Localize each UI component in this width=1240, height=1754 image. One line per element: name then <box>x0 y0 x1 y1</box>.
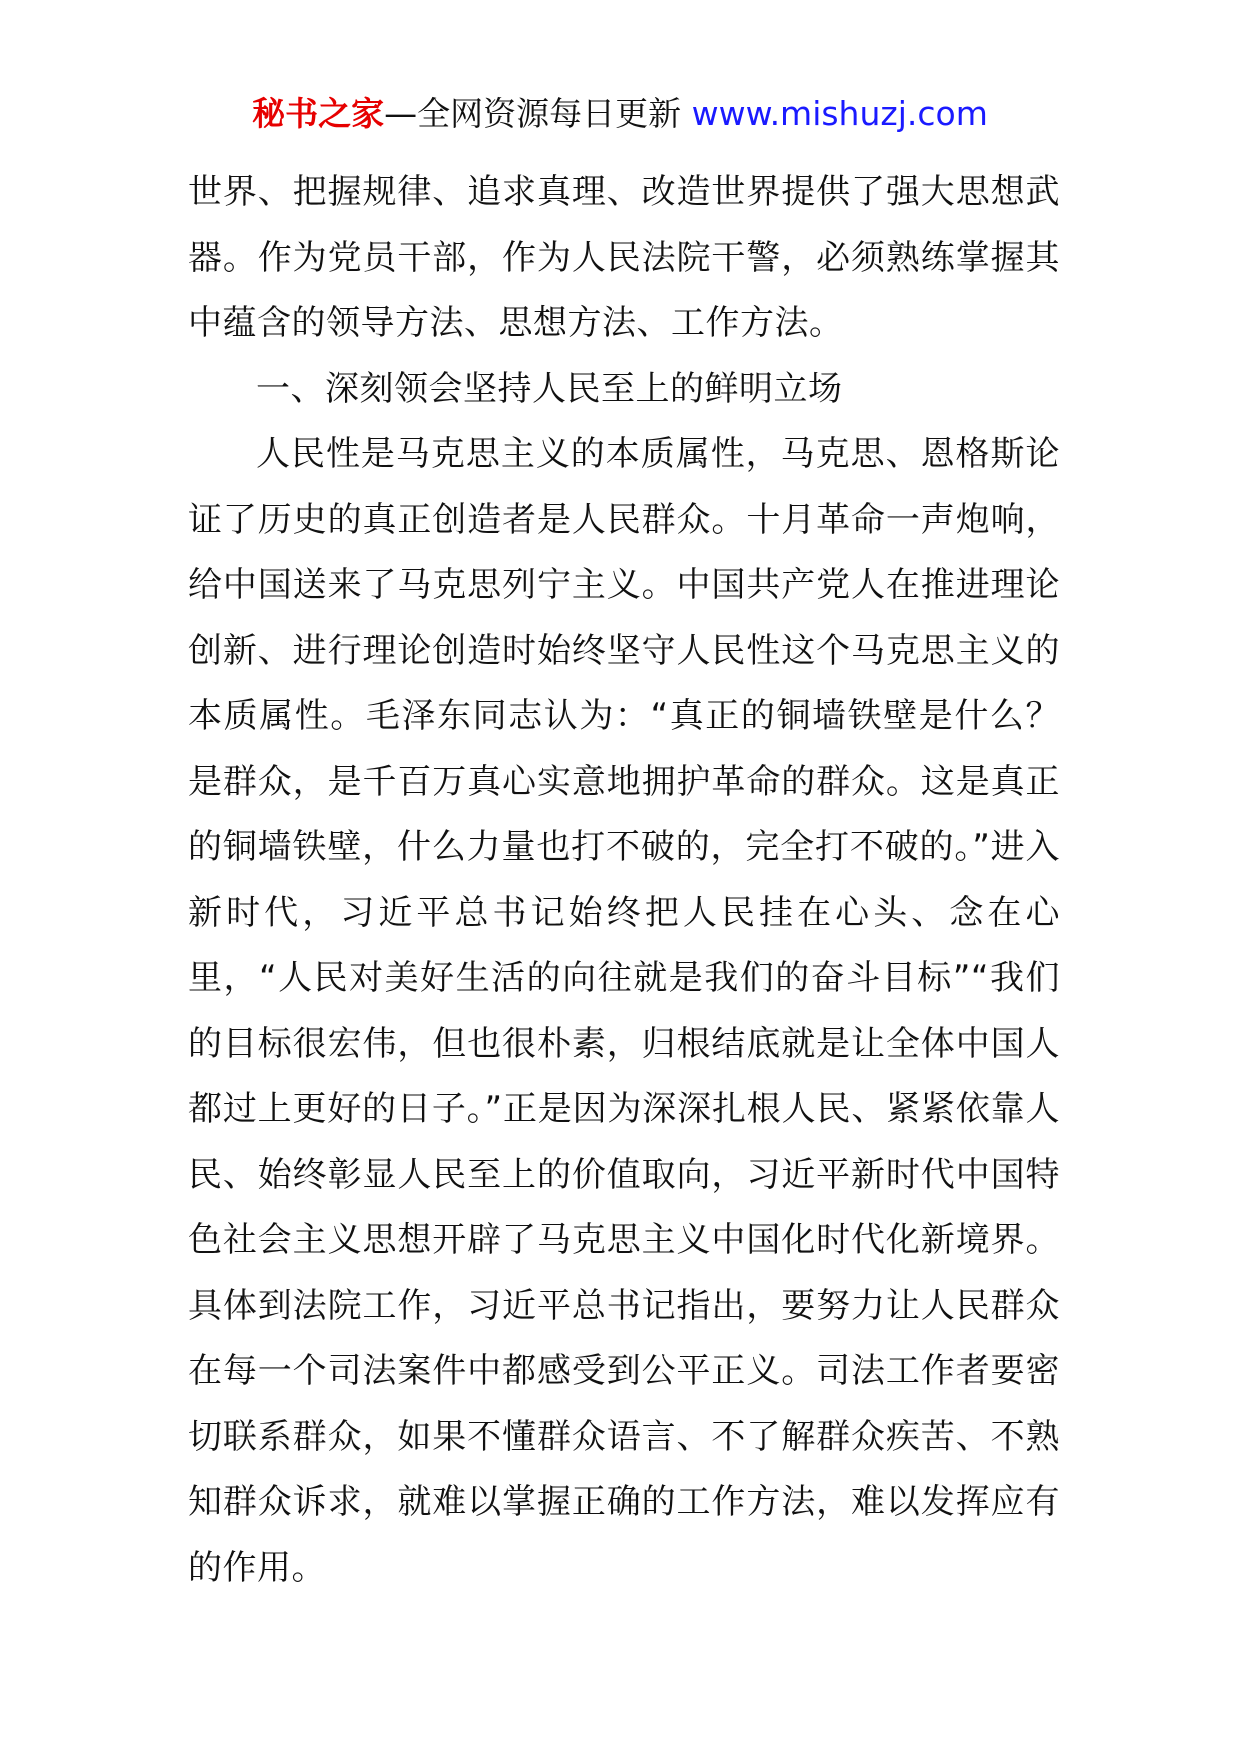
site-header <box>0 92 1240 136</box>
brand-name: 秘书之家 <box>252 94 385 133</box>
header-slogan: —全网资源每日更新 <box>384 94 692 133</box>
paragraph-continuation: 世界、把握规律、追求真理、改造世界提供了强大思想武器。作为党员干部，作为人民法院干警，必须熟练掌握其中蕴含的领导方法、思想方法、工作方法。 <box>188 172 1060 343</box>
paragraph-body: 人民性是马克思主义的本质属性，马克思、恩格斯论证了历史的真正创造者是人民群众。十月革命一声炮响，给中国送来了马克思列宁主义。中国共产党人在推进理论创新、进行理论创造时始终坚守人民性这个马克思主义的本质属性。毛泽东同志认为：“真正的铜墙铁壁是什么？是群众，是千百万真心实意地拥护革命的群众。这是真正的铜墙铁壁，什么力量也打不破的，完全打不破的。”进入新时代，习近平总书记始终把人民挂在心头、念在心里，“人民对美好生活的向往就是我们的奋斗目标”“我们的目标很宏伟，但也很朴素，归根结底就是让全体中国人都过上更好的日子。”正是因为深深扎根人民、紧紧依靠人民、始终彰显人民至上的价值取向，习近平新时代中国特色社会主义思想开辟了马克思主义中国化时代化新境界。具体到法院工作，习近平总书记指出，要努力让人民群众在每一个司法案件中都感受到公平正义。司法工作者要密切联系群众，如果不懂群众语言、不了解群众疾苦、不熟知群众诉求，就难以掌握正确的工作方法，难以发挥应有的作用。 <box>188 434 1060 1588</box>
site-url[interactable]: www.mishuzj.com <box>691 94 988 133</box>
document-body <box>188 160 1060 1601</box>
section-heading: 一、深刻领会坚持人民至上的鲜明立场 <box>256 368 843 409</box>
